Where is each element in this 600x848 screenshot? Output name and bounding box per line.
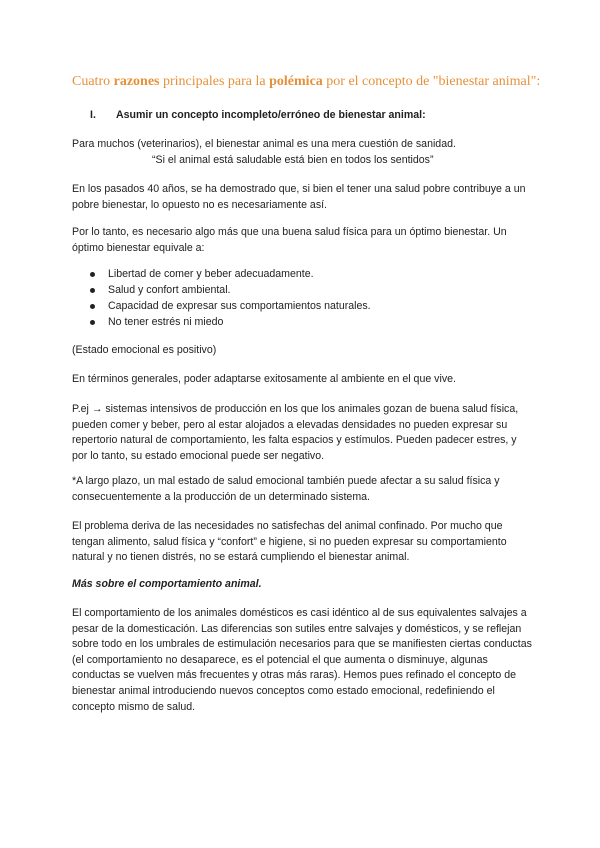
title-bold-razones: razones <box>113 74 160 89</box>
paragraph: En términos generales, poder adaptarse exitosamente al ambiente en el que vive. <box>72 373 456 385</box>
paragraph: P.ej → sistemas intensivos de producción en los que los animales gozan de buena salud física, pueden comer y beber, pero al estar alojados a elevadas densidades no pueden expresar su repertorio natural de comportamiento, les falta espacios y estímulos. Pueden padecer estres, y por lo tanto, su estado emocional puede ser negativo. <box>72 403 519 462</box>
bullet-icon <box>90 272 95 277</box>
list-item <box>90 283 371 299</box>
bullet-icon <box>90 288 95 293</box>
paragraph: El comportamiento de los animales domésticos es casi idéntico al de sus equivalentes salvajes a pesar de la domesticación. Las diferencias son sutiles entre salvajes y domésticos, y se reflejan sobre todo en los umbrales de estimulación necesarios para que se manifiesten ciertas conductas (el comportamiento no desaparece, es el potencial el que aumenta o disminuye, algunas conductas se vuelven más frecuentes y otras más raras). Hemos pues refinado el concepto de bienestar animal introduciendo nuevos conceptos como estado emocional, redefiniendo el concepto mismo de salud. <box>72 607 532 713</box>
list-item <box>90 315 371 331</box>
list-item-text: Salud y confort ambiental. <box>108 284 231 296</box>
title-part-3: por el concepto de "bienestar animal": <box>322 74 541 89</box>
paragraph: *A largo plazo, un mal estado de salud emocional también puede afectar a su salud física y consecuentemente a la producción de un determinado sistema. <box>72 475 500 503</box>
list-item <box>90 299 371 315</box>
section-heading-text: Asumir un concepto incompleto/erróneo de bienestar animal: <box>116 109 426 121</box>
list-item-text: No tener estrés ni miedo <box>108 316 224 328</box>
section-number: I. <box>90 109 96 121</box>
list-item-text: Libertad de comer y beber adecuadamente. <box>108 268 314 280</box>
title-part-2: principales para la <box>159 74 270 89</box>
section-heading <box>90 108 426 124</box>
quote: “Si el animal está saludable está bien en todos los sentidos” <box>152 154 434 166</box>
list-item <box>90 267 371 283</box>
paragraph: El problema deriva de las necesidades no satisfechas del animal confinado. Por mucho que tengan alimento, salud física y “confort” e higiene, si no pueden expresar su comportamiento natural y no tienen distrés, no se estará cumpliendo el bienestar animal. <box>72 520 507 564</box>
document-title <box>72 73 542 91</box>
title-bold-polemica: polémica <box>269 74 323 89</box>
paragraph: (Estado emocional es positivo) <box>72 344 217 356</box>
bullet-icon <box>90 304 95 309</box>
title-part-1: Cuatro <box>72 74 114 89</box>
list-item-text: Capacidad de expresar sus comportamientos naturales. <box>108 300 371 312</box>
paragraph: Para muchos (veterinarios), el bienestar animal es una mera cuestión de sanidad. <box>72 138 456 150</box>
subheading: Más sobre el comportamiento animal. <box>72 578 262 590</box>
paragraph: En los pasados 40 años, se ha demostrado que, si bien el tener una salud pobre contribuye a un pobre bienestar, lo opuesto no es necesariamente así. <box>72 183 526 211</box>
paragraph: Por lo tanto, es necesario algo más que una buena salud física para un óptimo bienestar. Un óptimo bienestar equivale a: <box>72 226 507 254</box>
bullet-icon <box>90 320 95 325</box>
requirements-list <box>90 267 371 331</box>
